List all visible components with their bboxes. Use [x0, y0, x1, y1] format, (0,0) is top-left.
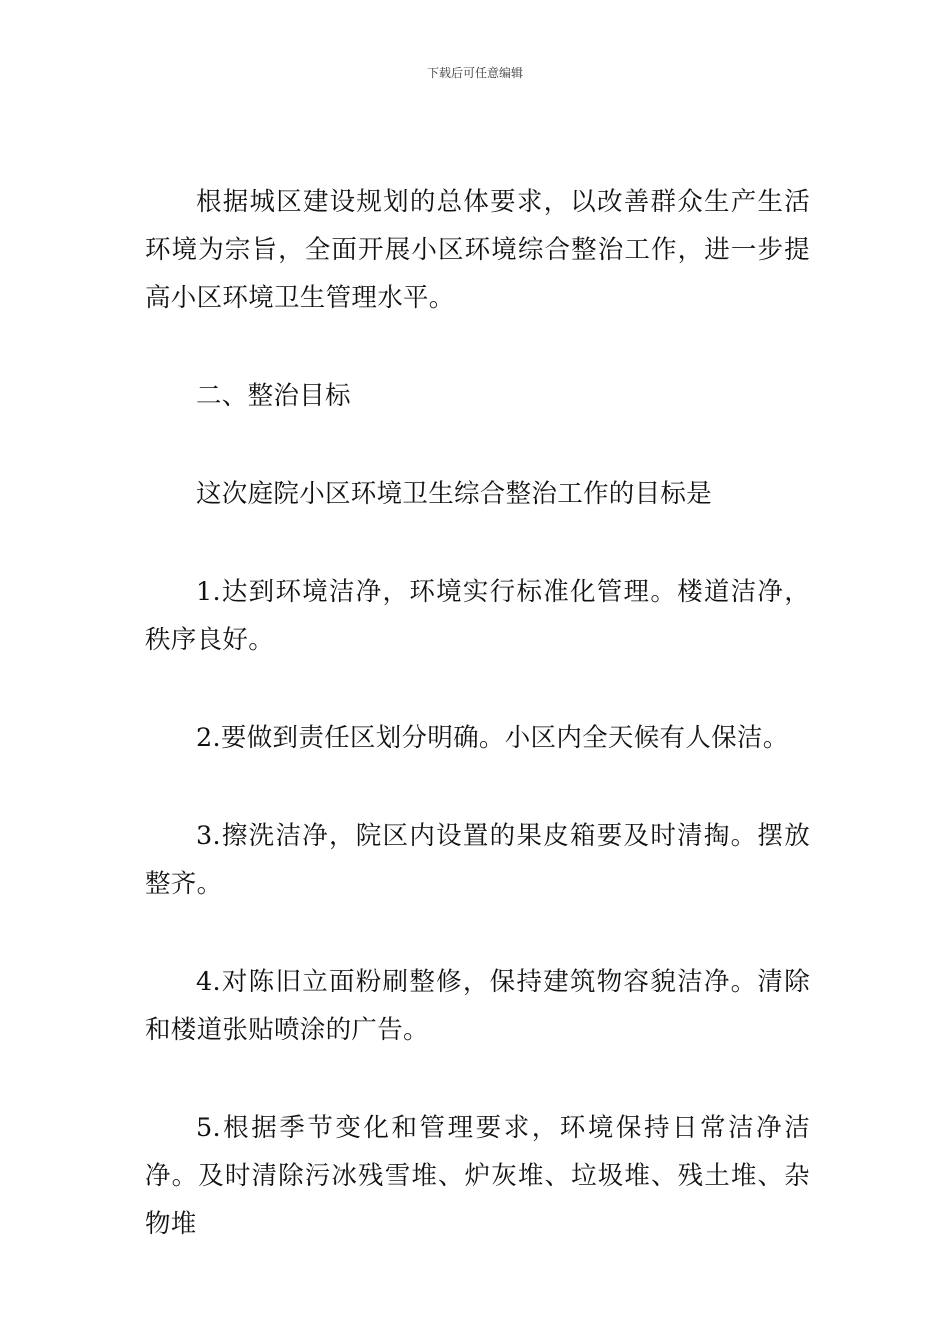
section-heading-goals: 二、整治目标 — [196, 381, 351, 411]
list-item-goal-5: 5.根据季节变化和管理要求，环境保持日常洁净洁净。及时清除污冰残雪堆、炉灰堆、垃圾堆、残土堆、杂物堆 — [145, 1113, 810, 1239]
page-header-note: 下载后可任意编辑 — [426, 66, 523, 80]
paragraph-intro: 根据城区建设规划的总体要求，以改善群众生产生活环境为宗旨，全面开展小区环境综合整治工作，进一步提高小区环境卫生管理水平。 — [145, 187, 810, 313]
list-item-goal-4: 4.对陈旧立面粉刷整修，保持建筑物容貌洁净。清除和楼道张贴喷涂的广告。 — [145, 967, 810, 1045]
list-item-goal-3: 3.擦洗洁净，院区内设置的果皮箱要及时清掏。摆放整齐。 — [145, 821, 810, 899]
document-body — [145, 178, 810, 1298]
list-item-goal-2: 2.要做到责任区划分明确。小区内全天候有人保洁。 — [196, 723, 789, 753]
paragraph-goals-lead: 这次庭院小区环境卫生综合整治工作的目标是 — [196, 479, 713, 509]
list-item-goal-1: 1.达到环境洁净，环境实行标准化管理。楼道洁净，秩序良好。 — [145, 577, 810, 655]
